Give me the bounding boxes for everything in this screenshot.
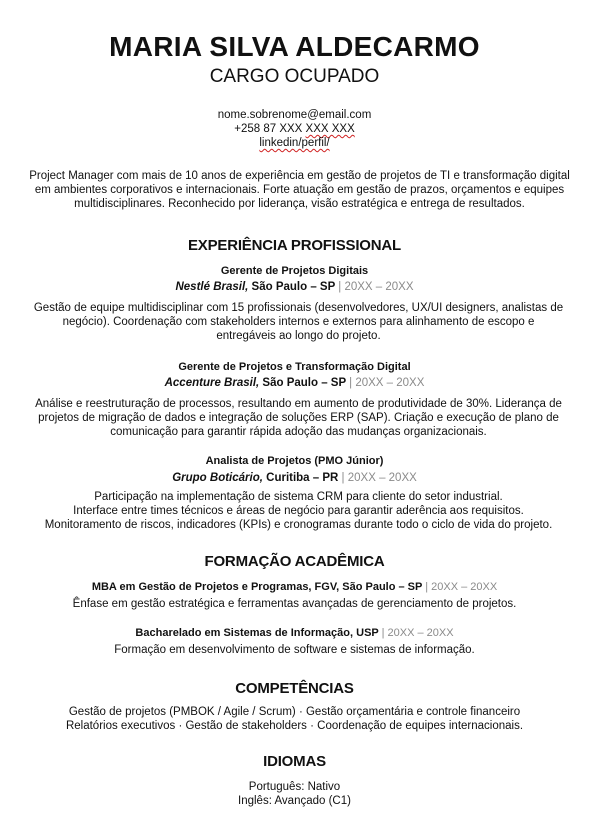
education-title: Bacharelado em Sistemas de Informação, USP: [135, 627, 382, 639]
job-title: Gerente de Projetos Digitais: [220, 265, 369, 277]
education-description: Ênfase em gestão estratégica e ferramentas avançadas de gerenciamento de projetos.: [72, 598, 517, 610]
company-name: Grupo Boticário,: [172, 472, 263, 484]
job-location: São Paulo – SP: [248, 281, 339, 293]
separator: |: [425, 581, 429, 593]
linkedin-link: linkedin/perfil/: [259, 137, 330, 149]
company-name: Nestlé Brasil,: [175, 281, 249, 293]
job-title: Gerente de Projetos e Transformação Digital: [178, 361, 411, 373]
education-title: MBA em Gestão de Projetos e Programas, FGV, São Paulo – SP: [91, 581, 426, 593]
section-heading-skills: COMPETÊNCIAS: [235, 680, 354, 697]
education-date: 20XX – 20XX: [384, 627, 454, 639]
separator: |: [338, 281, 342, 293]
linkedin-text: [0, 136, 589, 150]
separator: |: [341, 472, 345, 484]
job-location: São Paulo – SP: [259, 377, 350, 389]
description-line: comunicação para garantir rápida adoção das mudanças organizacionais.: [110, 426, 487, 438]
job-location: Curitiba – PR: [262, 472, 342, 484]
job-date: 20XX – 20XX: [344, 472, 417, 484]
description-line: projetos de migração de dados e integração de soluções ERP (SAP). Criação e execução de plano de: [38, 412, 559, 424]
language-line: Inglês: Avançado (C1): [238, 795, 351, 807]
contact-block: [0, 108, 589, 150]
job-description: [22, 397, 575, 439]
professional-summary: Project Manager com mais de 10 anos de experiência em gestão de projetos de TI e transformação digital em ambientes corporativos e internacionais. Forte atuação em gestão de prazos, orçamentos e equipes multidisciplinares. Reconhecido por liderança, visão estratégica e entrega de resultados.: [29, 170, 570, 210]
job-date: 20XX – 20XX: [341, 281, 414, 293]
section-heading-education: FORMAÇÃO ACADÊMICA: [204, 553, 385, 570]
job-role: CARGO OCUPADO: [209, 66, 380, 87]
job-company-line: [0, 471, 589, 485]
description-line: Interface entre times técnicos e áreas de negócio para garantir aderência aos requisitos.: [73, 505, 524, 517]
description-line: Monitoramento de riscos, indicadores (KPIs) e cronogramas durante todo o ciclo de vida do projeto.: [44, 519, 553, 531]
description-line: Participação na implementação de sistema CRM para cliente do setor industrial.: [94, 491, 503, 503]
education-date: 20XX – 20XX: [428, 581, 498, 593]
job-description: [22, 490, 575, 532]
skills-line: Gestão de projetos (PMBOK / Agile / Scrum) · Gestão orçamentária e controle financeiro: [68, 706, 521, 718]
job-title: Analista de Projetos (PMO Júnior): [205, 455, 384, 467]
skills-line: Relatórios executivos · Gestão de stakeholders · Coordenação de equipes internacionais.: [65, 720, 524, 732]
education-title-line: [0, 626, 589, 640]
email-text: nome.sobrenome@email.com: [217, 109, 372, 121]
phone-text: [0, 122, 589, 136]
section-heading-experience: EXPERIÊNCIA PROFISSIONAL: [187, 237, 401, 254]
languages-list: [0, 780, 589, 808]
job-company-line: [0, 376, 589, 390]
education-title-line: [0, 580, 589, 594]
education-description: Formação em desenvolvimento de software e sistemas de informação.: [114, 644, 475, 656]
job-date: 20XX – 20XX: [352, 377, 425, 389]
skills-list: [0, 705, 589, 733]
description-line: negócio). Coordenação com stakeholders internos e externos para alinhamento de escopo e: [62, 316, 535, 328]
separator: |: [349, 377, 353, 389]
company-name: Accenture Brasil,: [164, 377, 260, 389]
description-line: Análise e reestruturação de processos, resultando em aumento de produtividade de 30%. Liderança de: [35, 398, 562, 410]
job-description: [22, 301, 575, 343]
description-line: entregáveis ao longo do projeto.: [216, 330, 381, 342]
phone-prefix: +258 87 XXX: [234, 123, 306, 135]
separator: |: [381, 627, 385, 639]
candidate-name: MARIA SILVA ALDECARMO: [109, 31, 480, 62]
section-heading-languages: IDIOMAS: [263, 753, 326, 770]
language-line: Português: Nativo: [248, 781, 341, 793]
job-company-line: [0, 280, 589, 294]
phone-suffix: XXX XXX: [305, 123, 355, 135]
description-line: Gestão de equipe multidisciplinar com 15 profissionais (desenvolvedores, UX/UI designers, analistas de: [33, 302, 564, 314]
